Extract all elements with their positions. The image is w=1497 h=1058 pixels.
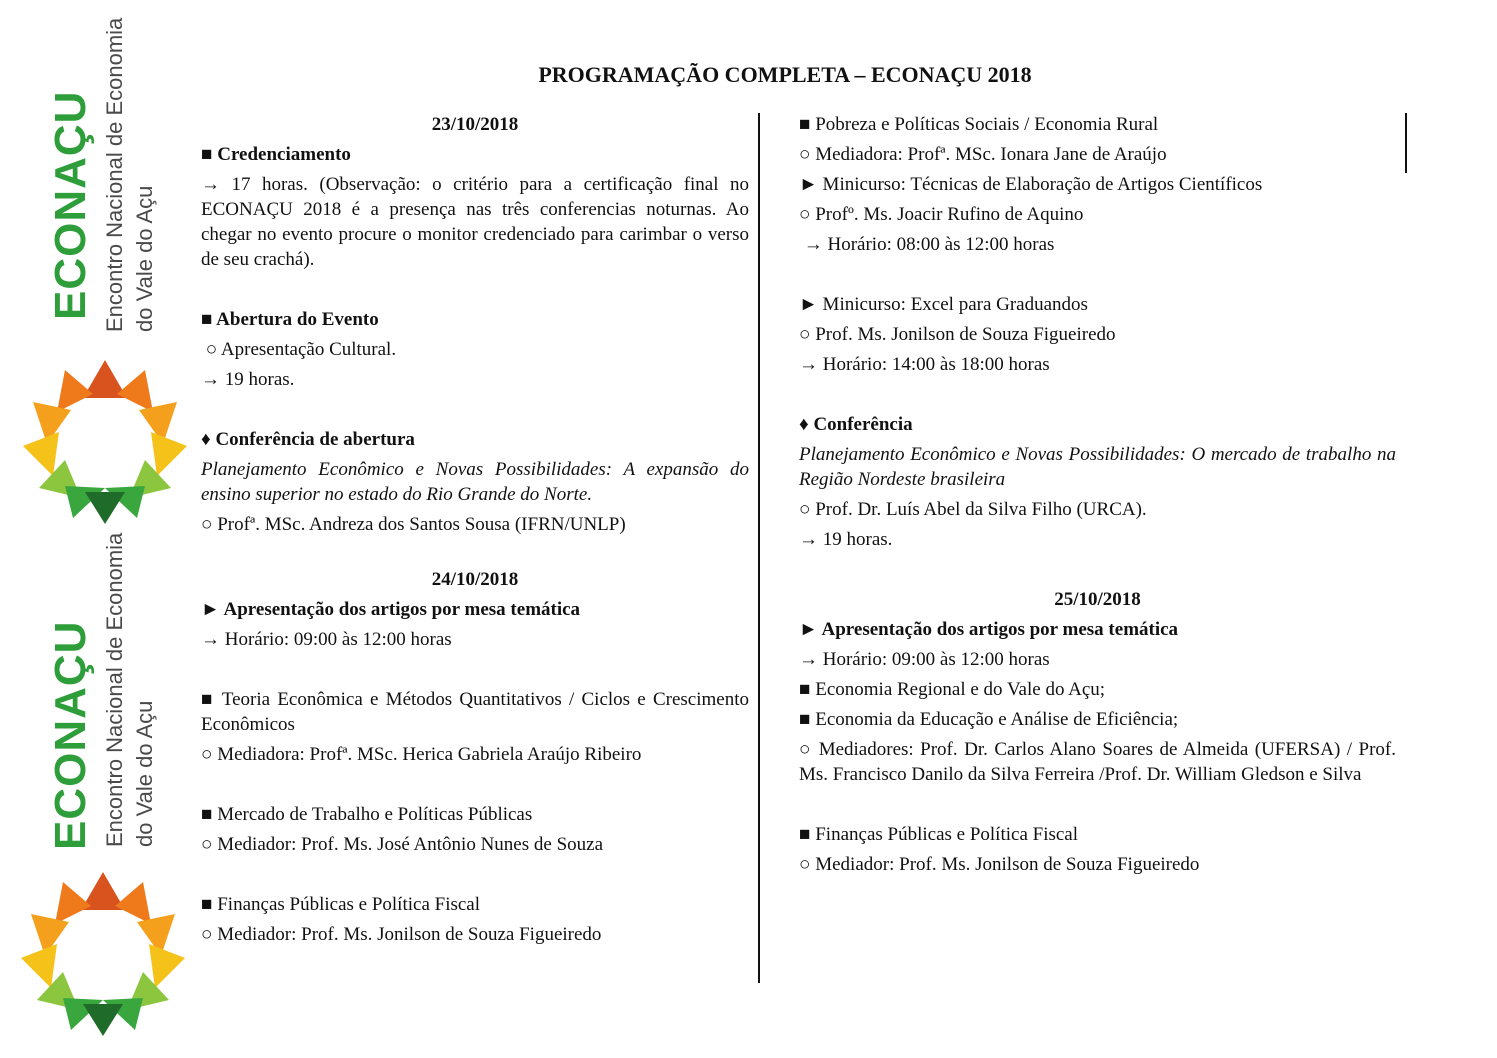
flower-icon	[20, 355, 190, 525]
conferencia-abertura-heading: ♦ Conferência de abertura	[201, 429, 415, 450]
logo-subtitle-line1: Encontro Nacional de Economia	[102, 17, 127, 332]
minicurso-2: ► Minicurso: Excel para Graduandos	[799, 294, 1088, 315]
day2-theme-4-mediator: ○ Mediadora: Profª. MSc. Ionara Jane de Araújo	[799, 144, 1167, 165]
minicurso-2-professor: ○ Prof. Ms. Jonilson de Souza Figueiredo	[799, 324, 1116, 345]
day1-date: 23/10/2018	[431, 114, 519, 135]
day2-theme-4: ■ Pobreza e Políticas Sociais / Economia Rural	[799, 114, 1159, 135]
left-column	[201, 112, 749, 947]
day3-theme-3: ■ Finanças Públicas e Política Fiscal	[799, 824, 1079, 845]
day2-theme-3-mediator: ○ Mediador: Prof. Ms. Jonilson de Souza Figueiredo	[201, 924, 602, 945]
logo-subtitle-line1: Encontro Nacional de Economia	[102, 532, 127, 847]
conferencia-speaker: ○ Prof. Dr. Luís Abel da Silva Filho (URCA).	[799, 499, 1147, 520]
logo-top	[14, 0, 194, 530]
day3-theme-1: ■ Economia Regional e do Vale do Açu;	[799, 679, 1106, 700]
logo-bottom	[14, 522, 194, 1052]
day3-theme-2: ■ Economia da Educação e Análise de Eficiência;	[799, 709, 1179, 730]
day2-theme-1: ■ Teoria Econômica e Métodos Quantitativos / Ciclos e Crescimento Econômicos	[201, 689, 749, 735]
minicurso-1-time: → Horário: 08:00 às 12:00 horas	[799, 234, 1055, 255]
day2-presentation-heading: ► Apresentação dos artigos por mesa temática	[201, 599, 581, 620]
logo-brand: ECONAÇU	[46, 90, 95, 320]
conferencia-theme: Planejamento Econômico e Novas Possibilidades: O mercado de trabalho na Região Nordeste brasileira	[799, 444, 1396, 490]
minicurso-1: ► Minicurso: Técnicas de Elaboração de Artigos Científicos	[799, 174, 1263, 195]
day2-theme-2: ■ Mercado de Trabalho e Políticas Públicas	[201, 804, 533, 825]
day2-theme-3: ■ Finanças Públicas e Política Fiscal	[201, 894, 481, 915]
logo-brand: ECONAÇU	[46, 620, 95, 850]
day2-theme-1-mediator: ○ Mediadora: Profª. MSc. Herica Gabriela Araújo Ribeiro	[201, 744, 642, 765]
page-title: PROGRAMAÇÃO COMPLETA – ECONAÇU 2018	[538, 62, 1032, 87]
day2-date: 24/10/2018	[431, 569, 519, 590]
conferencia-abertura-theme: Planejamento Econômico e Novas Possibilidades: A expansão do ensino superior no estado do Rio Grande do Norte.	[201, 459, 749, 505]
credenciamento-text: → 17 horas. (Observação: o critério para a certificação final no ECONAÇU 2018 é a presença nas três conferencias noturnas. Ao chegar no evento procure o monitor credenciado para carimbar o verso de seu crachá).	[201, 174, 749, 270]
conferencia-abertura-speaker: ○ Profª. MSc. Andreza dos Santos Sousa (IFRN/UNLP)	[201, 514, 626, 535]
right-edge-line	[1405, 113, 1407, 173]
abertura-time: → 19 horas.	[201, 369, 295, 390]
flower-icon	[18, 867, 188, 1037]
day3-presentation-heading: ► Apresentação dos artigos por mesa temática	[799, 619, 1179, 640]
minicurso-2-time: → Horário: 14:00 às 18:00 horas	[799, 354, 1050, 375]
minicurso-1-professor: ○ Profº. Ms. Joacir Rufino de Aquino	[799, 204, 1084, 225]
day3-date: 25/10/2018	[1054, 589, 1141, 610]
conferencia-time: → 19 horas.	[799, 529, 893, 550]
conferencia-heading: ♦ Conferência	[799, 414, 913, 435]
day3-presentation-time: → Horário: 09:00 às 12:00 horas	[799, 649, 1050, 670]
day2-presentation-time: → Horário: 09:00 às 12:00 horas	[201, 629, 452, 650]
abertura-heading: ■ Abertura do Evento	[201, 309, 379, 330]
day2-theme-2-mediator: ○ Mediador: Prof. Ms. José Antônio Nunes de Souza	[201, 834, 603, 855]
day3-theme-3-mediator: ○ Mediador: Prof. Ms. Jonilson de Souza Figueiredo	[799, 854, 1200, 875]
credenciamento-heading: ■ Credenciamento	[201, 144, 351, 165]
day3-mediators: ○ Mediadores: Prof. Dr. Carlos Alano Soares de Almeida (UFERSA) / Prof. Ms. Francisco Danilo da Silva Ferreira /Prof. Dr. William Gledson e Silva	[799, 739, 1396, 785]
logo-subtitle-line2: do Vale do Açu	[132, 185, 157, 332]
abertura-item: ○ Apresentação Cultural.	[201, 339, 397, 360]
column-divider	[758, 113, 760, 983]
logo-subtitle-line2: do Vale do Açu	[132, 700, 157, 847]
right-column	[799, 112, 1396, 877]
